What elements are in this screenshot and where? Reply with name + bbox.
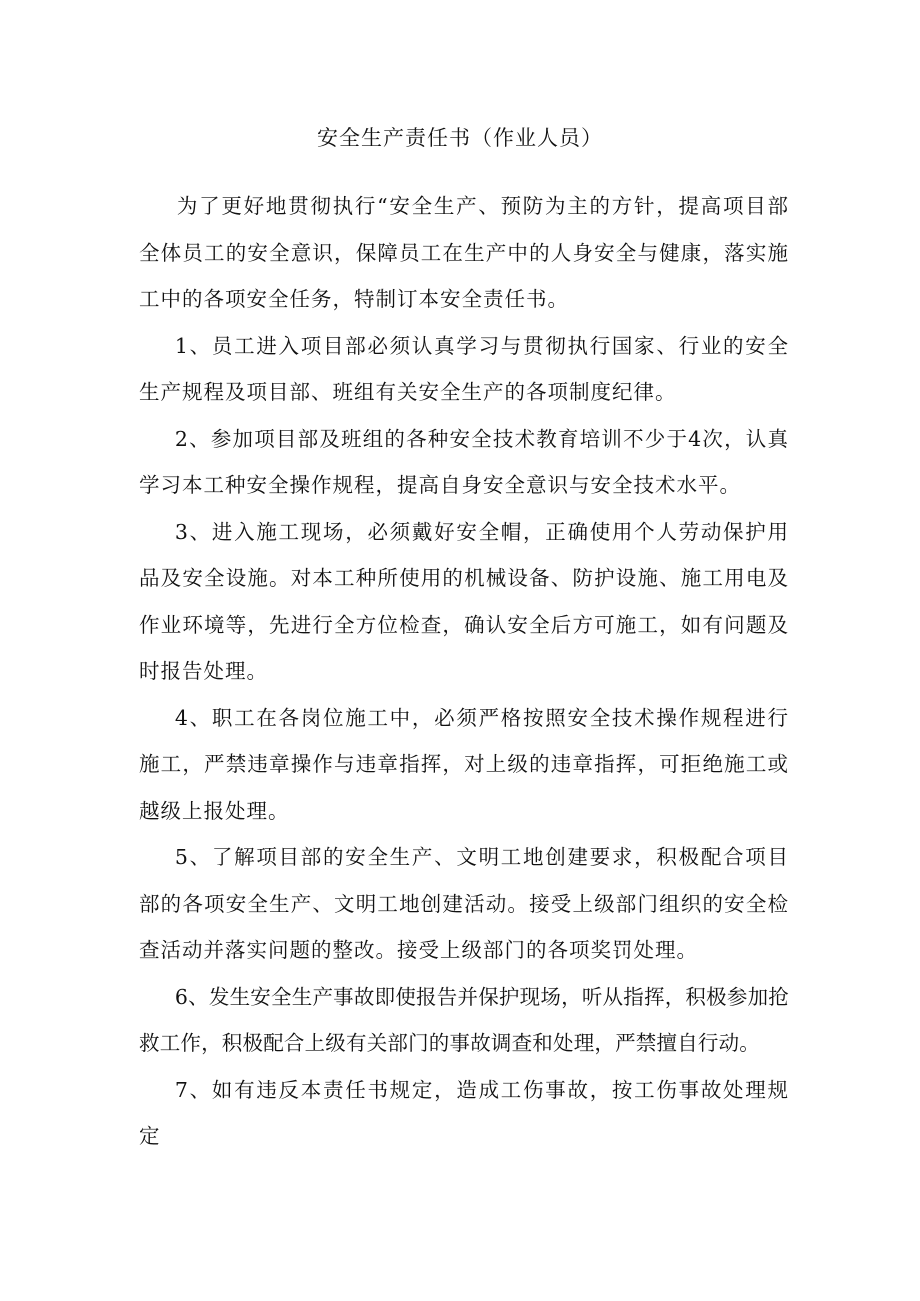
clause-3-paragraph: 3、进入施工现场，必须戴好安全帽，正确使用个人劳动保护用品及安全设施。对本工种所使用的机械设备、防护设施、施工用电及作业环境等，先进行全方位检查，确认安全后方可施工，如有问题及时报告处理。: [139, 519, 789, 683]
clause-1-paragraph: 1、员工进入项目部必须认真学习与贯彻执行国家、行业的安全生产规程及项目部、班组有关安全生产的各项制度纪律。: [139, 333, 789, 404]
document-body: [139, 183, 789, 1160]
intro-paragraph: 为了更好地贯彻执行“安全生产、预防为主的方针，提高项目部全体员工的安全意识，保障员工在生产中的人身安全与健康，落实施工中的各项安全任务，特制订本安全责任书。: [139, 194, 789, 311]
clause-2-paragraph: 2、参加项目部及班组的各种安全技术教育培训不少于4次，认真学习本工种安全操作规程，提高自身安全意识与安全技术水平。: [139, 426, 789, 497]
clause-5-paragraph: 5、了解项目部的安全生产、文明工地创建要求，积极配合项目部的各项安全生产、文明工地创建活动。接受上级部门组织的安全检查活动并落实问题的整改。接受上级部门的各项奖罚处理。: [139, 845, 789, 962]
document-title: 安全生产责任书（作业人员）: [317, 126, 603, 150]
clause-7-paragraph: 7、如有违反本责任书规定，造成工伤事故，按工伤事故处理规定: [139, 1077, 789, 1148]
clause-6-paragraph: 6、发生安全生产事故即使报告并保护现场，听从指挥，积极参加抢救工作，积极配合上级有关部门的事故调查和处理，严禁擅自行动。: [139, 984, 789, 1055]
clause-4-paragraph: 4、职工在各岗位施工中，必须严格按照安全技术操作规程进行施工，严禁违章操作与违章指挥，对上级的违章指挥，可拒绝施工或越级上报处理。: [139, 705, 789, 823]
